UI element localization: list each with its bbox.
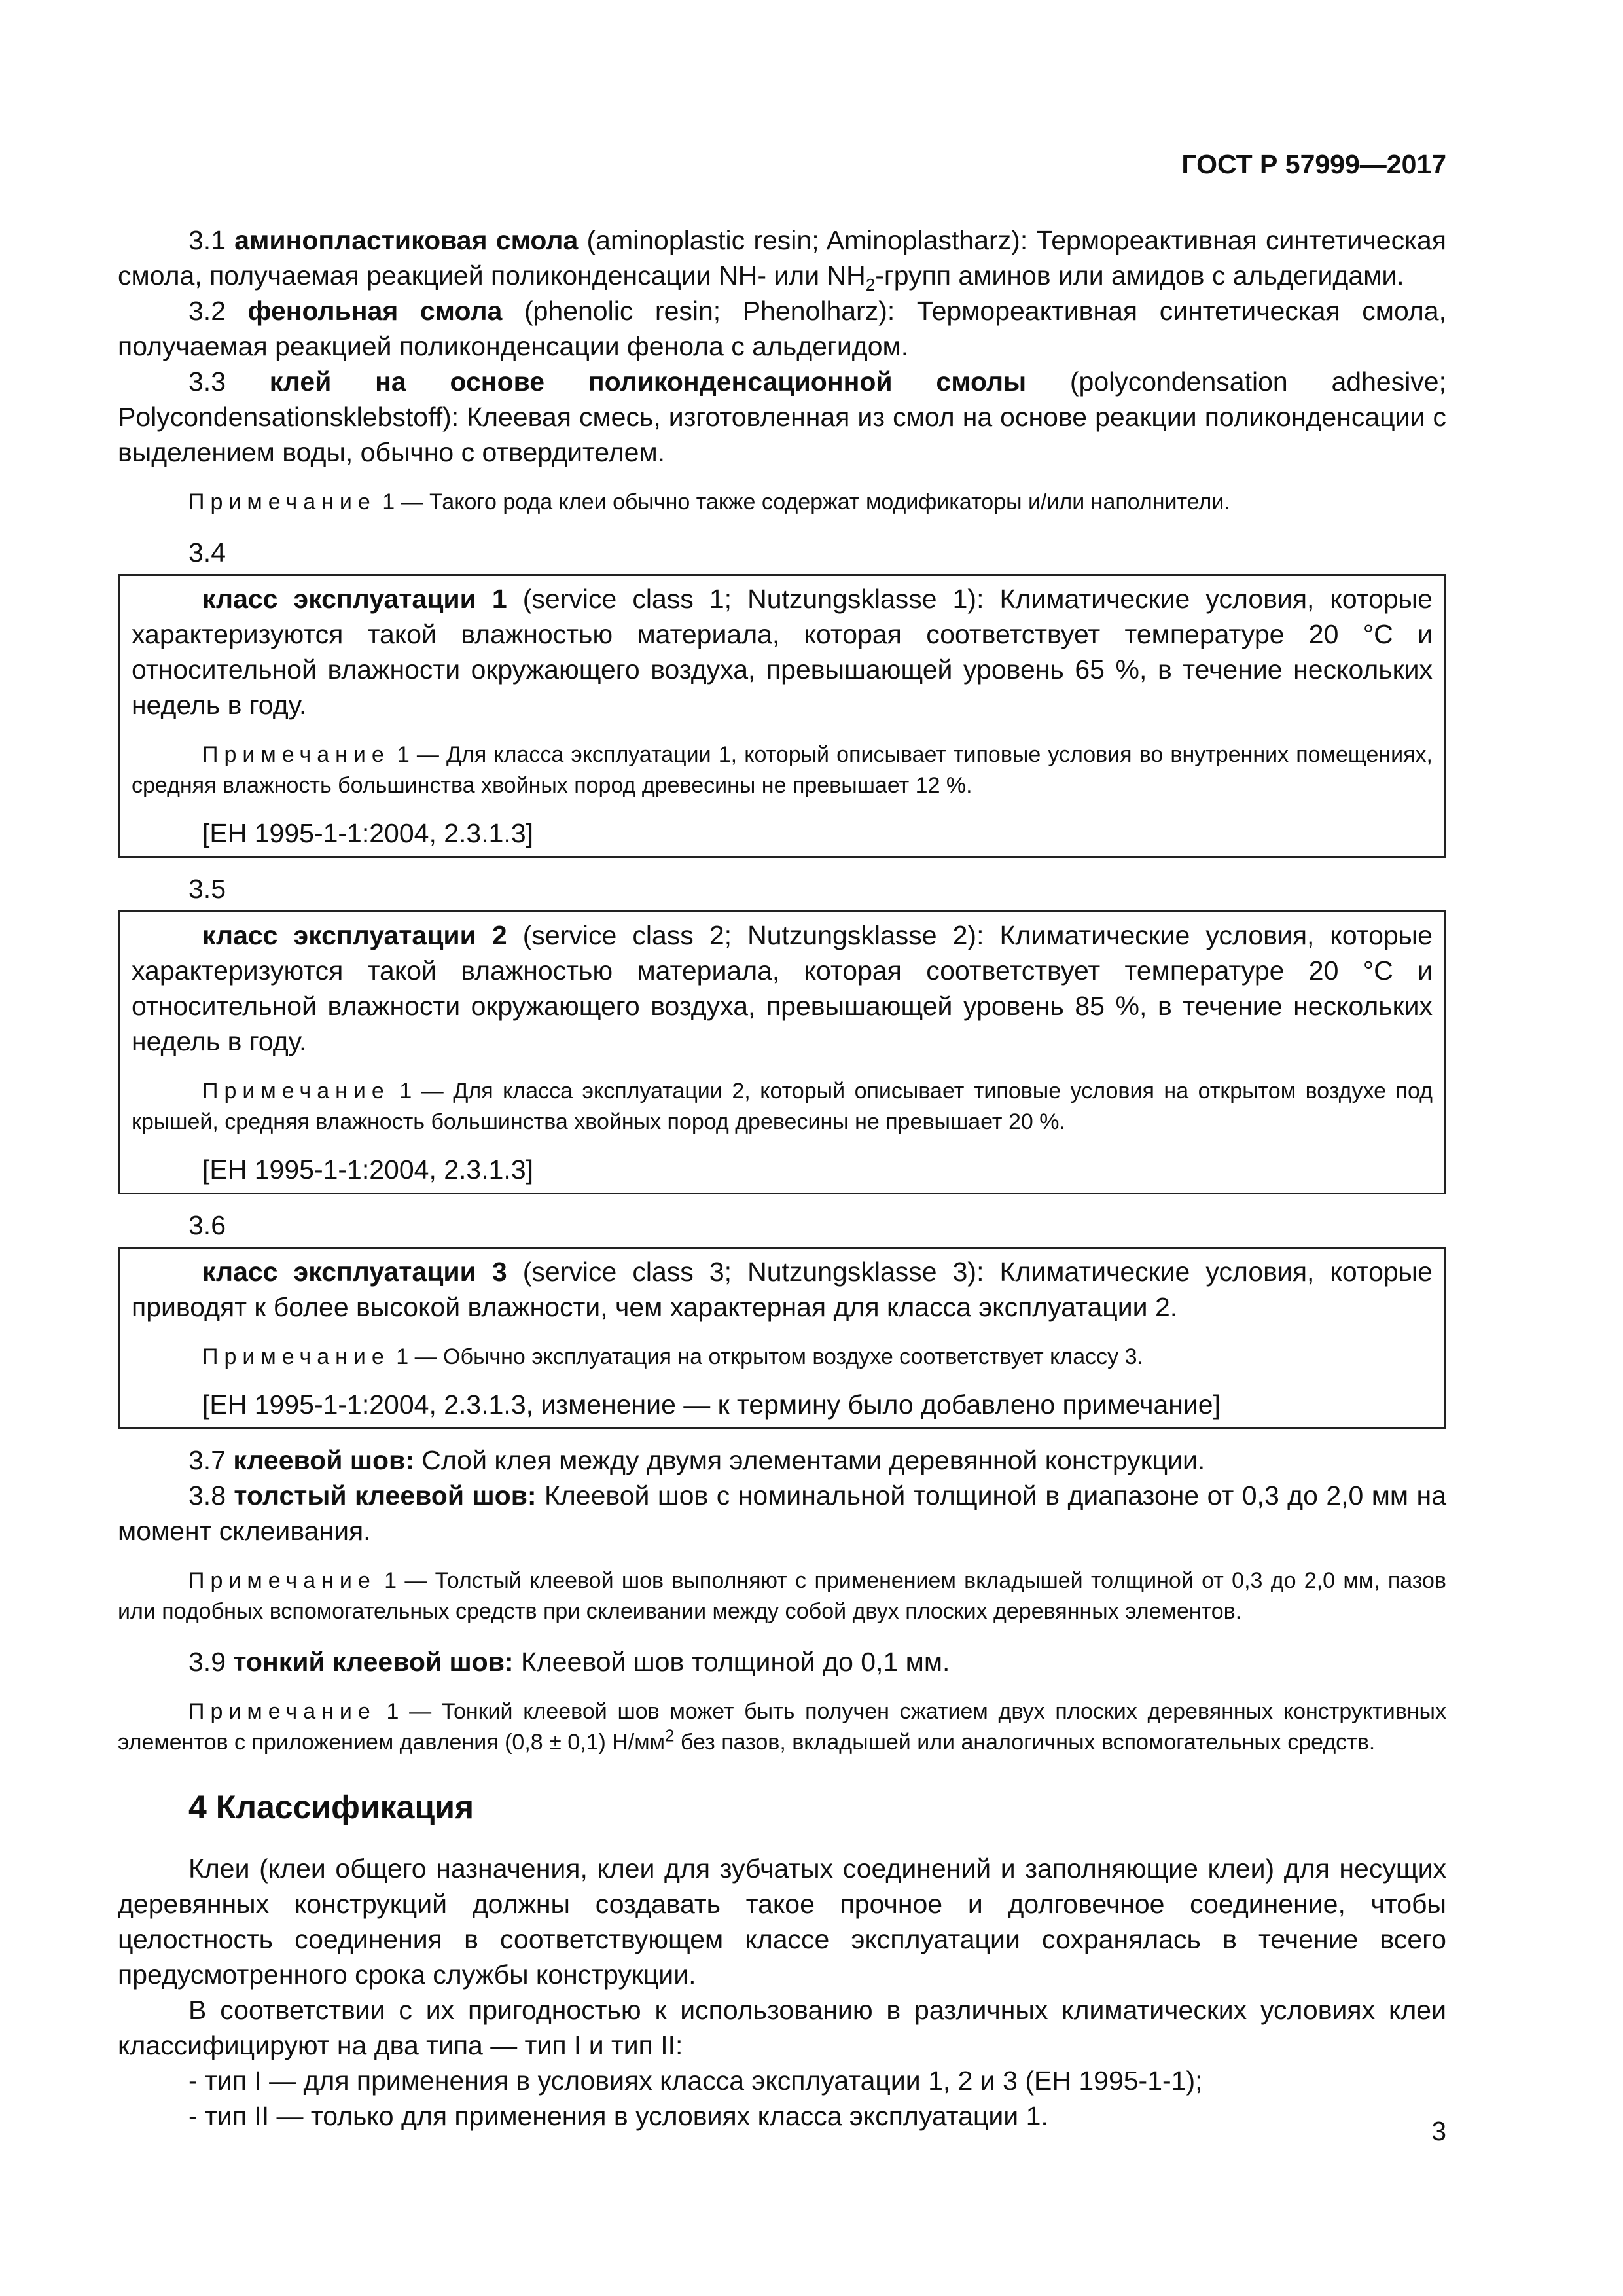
definition-3-3 xyxy=(118,364,1446,470)
definition-3-2 xyxy=(118,293,1446,364)
clause-number: 3.3 xyxy=(188,367,270,397)
term: класс эксплуатации 1 xyxy=(202,584,507,614)
note-3-8 xyxy=(118,1566,1446,1627)
definition-text: (service class 1; Nutzungsklasse 1): Климатические условия, которые характеризуются такой влажностью материала, которая соответствует температуре 20 °С и относительной влажности окружающего воздуха, превышающей уровень 65 %, в течение нескольких недель в году. xyxy=(132,584,1433,720)
definition-text-end: -групп аминов или амидов с альдегидами. xyxy=(875,260,1404,291)
source-reference: [ЕН 1995-1-1:2004, 2.3.1.3] xyxy=(202,818,534,848)
note-3-5 xyxy=(132,1076,1433,1138)
definition-3-4 xyxy=(132,581,1433,723)
term: клеевой шов: xyxy=(233,1445,414,1475)
page-number: 3 xyxy=(1431,2116,1446,2146)
definition-text: Клеевой шов с номинальной толщиной в диапазоне от 0,3 до 2,0 мм на момент склеивания. xyxy=(118,1480,1446,1546)
clause-number: 3.1 xyxy=(188,225,235,255)
note-3-6 xyxy=(132,1342,1433,1372)
term: тонкий клеевой шов: xyxy=(233,1647,514,1677)
term-box-3-5 xyxy=(118,910,1446,1194)
definition-text: (phenolic resin; Phenolharz): Термореактивная синтетическая смола, получаемая реакцией поликонденсации фенола с альдегидом. xyxy=(118,296,1446,361)
document-code: ГОСТ Р 57999—2017 xyxy=(1181,149,1446,179)
note-3-4 xyxy=(132,740,1433,801)
clause-number-3-5: 3.5 xyxy=(188,874,226,904)
clause-number: 3.2 xyxy=(188,296,248,326)
section-title: 4 Классификация xyxy=(188,1789,474,1825)
note-text: 1 — Такого рода клеи обычно также содержат модификаторы и/или наполнители. xyxy=(376,490,1230,514)
term: толстый клеевой шов: xyxy=(234,1480,537,1511)
term-box-3-4 xyxy=(118,574,1446,858)
term: клей на основе поликонденсационной смолы xyxy=(269,367,1027,397)
term: класс эксплуатации 2 xyxy=(202,920,507,950)
clause-number: 3.9 xyxy=(188,1647,234,1677)
definition-3-5 xyxy=(132,918,1433,1059)
note-text: 1 — Обычно эксплуатация на открытом воздухе соответствует классу 3. xyxy=(389,1344,1143,1369)
note-text: 1 — Для класса эксплуатации 2, который описывает типовые условия на открытом воздухе под крышей, средняя влажность большинства хвойных пород древесины не превышает 20 %. xyxy=(132,1079,1433,1134)
definition-3-6 xyxy=(132,1254,1433,1325)
subscript: 2 xyxy=(865,275,876,295)
note-text: 1 — Для класса эксплуатации 1, который описывает типовые условия во внутренних помещениях, средняя влажность большинства хвойных пород древесины не превышает 12 %. xyxy=(132,742,1433,798)
note-label: Примечание xyxy=(202,1079,390,1103)
clause-number: 3.8 xyxy=(188,1480,234,1511)
note-text: 1 — Толстый клеевой шов выполняют с применением вкладышей толщиной от 0,3 до 2,0 мм, пазов или подобных вспомогательных средств при склеивании между собой двух плоских деревянных элементов. xyxy=(118,1568,1446,1624)
note-text-end: без пазов, вкладышей или аналогичных вспомогательных средств. xyxy=(674,1730,1376,1755)
clause-number-3-6: 3.6 xyxy=(188,1210,226,1240)
definition-text: (service class 2; Nutzungsklasse 2): Климатические условия, которые характеризуются такой влажностью материала, которая соответствует температуре 20 °С и относительной влажности окружающего воздуха, превышающей уровень 85 %, в течение нескольких недель в году. xyxy=(132,920,1433,1056)
section-paragraph-2: В соответствии с их пригодностью к использованию в различных климатических условиях клеи классифицируют на два типа — тип I и тип II: xyxy=(118,1995,1446,2060)
section-paragraph-1: Клеи (клеи общего назначения, клеи для зубчатых соединений и заполняющие клеи) для несущих деревянных конструкций должны создавать такое прочное и долговечное соединение, чтобы целостность соединения в соответствующем классе эксплуатации сохранялась в течение всего предусмотренного срока службы конструкции. xyxy=(118,1854,1446,1990)
definition-text: (aminoplastic resin; Aminoplastharz): Термореактивная синтетическая смола, получаемая реакцией поликонденсации NH- или NH xyxy=(118,225,1446,291)
superscript: 2 xyxy=(665,1725,675,1746)
note-text: 1 — Тонкий клеевой шов может быть получен сжатием двух плоских деревянных конструктивных элементов с приложением давления (0,8 ± 0,1) Н/мм xyxy=(118,1699,1446,1755)
definition-text: Клеевой шов толщиной до 0,1 мм. xyxy=(513,1647,950,1677)
note-3-9 xyxy=(118,1696,1446,1758)
term-box-3-6 xyxy=(118,1247,1446,1429)
definition-3-8 xyxy=(118,1478,1446,1549)
note-label: Примечание xyxy=(188,1699,376,1724)
definition-text: (service class 3; Nutzungsklasse 3): Климатические условия, которые приводят к более высокой влажности, чем характерная для класса эксплуатации 2. xyxy=(132,1257,1433,1322)
term: фенольная смола xyxy=(247,296,503,326)
list-item: - тип II — только для применения в условиях класса эксплуатации 1. xyxy=(188,2101,1048,2131)
list-item: - тип I — для применения в условиях класса эксплуатации 1, 2 и 3 (ЕН 1995-1-1); xyxy=(188,2066,1203,2096)
clause-number-3-4: 3.4 xyxy=(188,537,226,567)
note-label: Примечание xyxy=(188,1568,376,1593)
source-reference: [ЕН 1995-1-1:2004, 2.3.1.3, изменение — к термину было добавлено примечание] xyxy=(202,1390,1221,1420)
document-body xyxy=(118,223,1446,2134)
note-label: Примечание xyxy=(188,490,376,514)
clause-number: 3.7 xyxy=(188,1445,234,1475)
note-label: Примечание xyxy=(202,742,390,767)
note-3-3 xyxy=(118,487,1446,518)
note-label: Примечание xyxy=(202,1344,390,1369)
definition-3-1 xyxy=(118,223,1446,293)
term: аминопластиковая смола xyxy=(234,225,579,255)
definition-text: (polycondensation adhesive; Polycondensationsklebstoff): Клеевая смесь, изготовленная из смол на основе реакции поликонденсации с выделением воды, обычно с отвердителем. xyxy=(118,367,1447,467)
source-reference: [ЕН 1995-1-1:2004, 2.3.1.3] xyxy=(202,1155,534,1185)
definition-3-7 xyxy=(118,1443,1446,1478)
definition-3-9 xyxy=(118,1644,1446,1679)
definition-text: Слой клея между двумя элементами деревянной конструкции. xyxy=(414,1445,1205,1475)
term: класс эксплуатации 3 xyxy=(202,1257,507,1287)
